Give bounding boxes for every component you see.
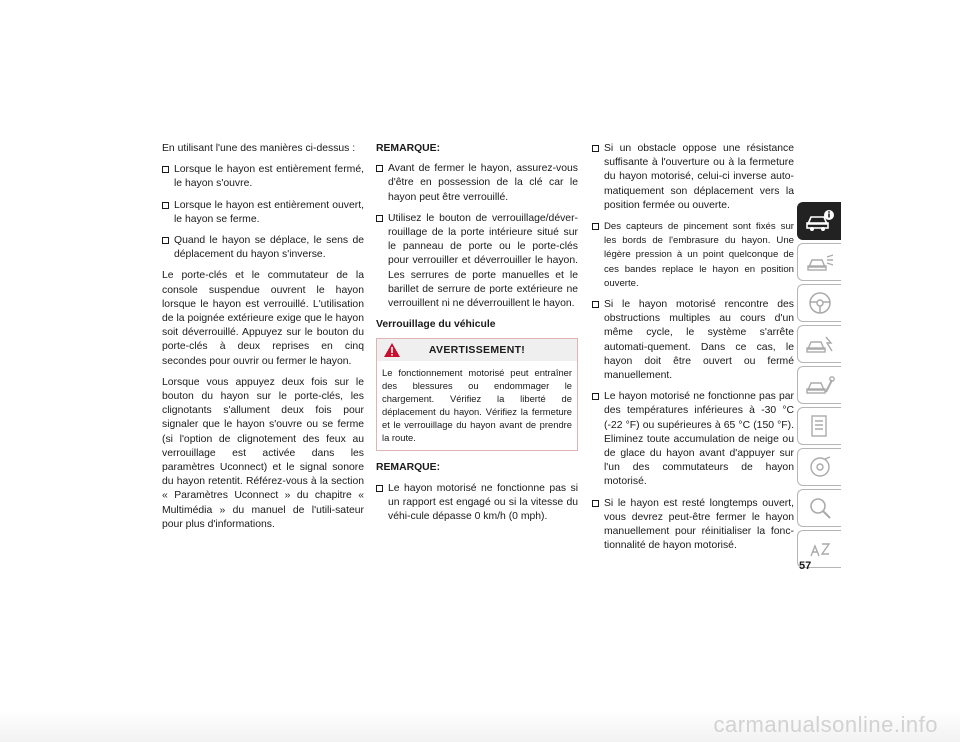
list-item: Lorsque le hayon est entièrement fermé, le hayon s'ouvre. (162, 163, 364, 191)
warning-box (376, 338, 578, 451)
list-item: Si le hayon est resté longtemps ouvert, vous devrez peut-être fermer le hayon manuellement pour réinitialiser la fonc-tionnalité de hayon motorisé. (592, 497, 794, 554)
column-left (162, 142, 364, 539)
checkbox-bullet-icon (592, 301, 599, 308)
checkbox-bullet-icon (592, 223, 599, 230)
checkbox-bullet-icon (376, 485, 383, 492)
list-item: Si le hayon motorisé rencontre des obstructions multiples au cours d'un même cycle, le système s'arrête automati-quement. Dans ce cas, le hayon doit être ouvert ou fermé manuellement. (592, 298, 794, 383)
checkbox-bullet-icon (592, 145, 599, 152)
tab-specifications[interactable] (797, 407, 841, 445)
list-item: Quand le hayon se déplace, le sens de déplacement du hayon s'inverse. (162, 234, 364, 262)
checkbox-bullet-icon (376, 215, 383, 222)
checkbox-bullet-icon (376, 165, 383, 172)
chapter-tabs (797, 202, 841, 571)
column-right (592, 142, 794, 560)
checkbox-bullet-icon (592, 500, 599, 507)
watermark: carmanualsonline.info (713, 712, 938, 737)
paragraph: Lorsque vous appuyez deux fois sur le bouton du hayon sur le porte-clés, les clignotants s'allument deux fois pour signaler que le hayon s'ouvre ou se ferme (si l'option de clignotement des feux au verrouillage est activée dans les paramètres Uconnect) et le signal sonore du hayon retentit. Référez-vous à la section « Paramètres Uconnect » du chapitre « Multimédia » du manuel de l'utili-sateur pour plus d'informations. (162, 376, 364, 530)
checkbox-bullet-icon (162, 166, 169, 173)
column-middle (376, 142, 578, 531)
warning-title: AVERTISSEMENT! (428, 344, 526, 357)
warning-header (377, 339, 577, 361)
search-icon (805, 495, 835, 521)
tab-car-info[interactable] (797, 202, 841, 240)
index-icon (805, 536, 835, 562)
list-item: Des capteurs de pincement sont fixés sur les bords de l'embrasure du hayon. Une légère pression à un point quelconque de ces bandes replace le hayon en position ouverte. (592, 220, 794, 291)
car-crash-icon (805, 331, 835, 357)
section-heading: Verrouillage du véhicule (376, 319, 496, 331)
remark-label: REMARQUE: (376, 143, 441, 154)
steering-wheel-icon (805, 290, 835, 316)
list-item: Lorsque le hayon est entièrement ouvert, le hayon se ferme. (162, 199, 364, 227)
list-item: Utilisez le bouton de verrouillage/déver-rouillage de la porte intérieure situé sur le panneau de porte ou le porte-clés pour verrouiller et déverrouiller le hayon. Les serrures de porte manuelles et le barillet de serrure de porte extérieure ne verrouillent ni ne déverrouillent le hayon. (376, 212, 578, 311)
tab-crash[interactable] (797, 325, 841, 363)
car-lights-icon (805, 249, 835, 275)
paragraph: Le porte-clés et le commutateur de la console suspendue ouvrent le hayon lorsque le hayon est verrouillé. L'utilisation de la poignée extérieure exige que le hayon soit déverrouillé. Appuyez sur le bouton du porte-clés à deux reprises en cinq secondes pour ouvrir ou fermer le hayon. (162, 270, 364, 367)
warning-text: Le fonctionnement motorisé peut entraîner des blessures ou endommager le chargement. Vérifiez la liberté de déplacement du hayon. Vérifiez la fermeture et le verrouillage du hayon avant de prendre la route. (382, 367, 572, 444)
car-info-icon (805, 208, 835, 234)
list-item: Si un obstacle oppose une résistance suffisante à l'ouverture ou à la fermeture du hayon motorisé, celui-ci inverse auto-matiquement son déplacement vers la position fermée ou ouverte. (592, 142, 794, 213)
specifications-icon (805, 413, 835, 439)
checkbox-bullet-icon (162, 202, 169, 209)
list-item: Avant de fermer le hayon, assurez-vous d'être en possession de la clé car le hayon peut être verrouillé. (376, 162, 578, 205)
page-number: 57 (799, 560, 812, 572)
remark-label: REMARQUE: (376, 462, 441, 474)
tab-multimedia[interactable] (797, 448, 841, 486)
checkbox-bullet-icon (162, 237, 169, 244)
intro-text: En utilisant l'une des manières ci-dessus : (162, 143, 356, 154)
tab-search[interactable] (797, 489, 841, 527)
warning-triangle-icon (383, 342, 401, 358)
tab-service[interactable] (797, 366, 841, 404)
list-item: Le hayon motorisé ne fonctionne pas par des températures inférieures à -30 °C (-22 °F) ou supérieures à 65 °C (150 °F). Eliminez toute accumulation de neige ou de glace du hayon avant d'appuyer sur l'un des commutateurs de hayon motorisé. (592, 390, 794, 489)
multimedia-icon (805, 454, 835, 480)
checkbox-bullet-icon (592, 393, 599, 400)
tab-steering[interactable] (797, 284, 841, 322)
tab-lights[interactable] (797, 243, 841, 281)
car-service-icon (805, 372, 835, 398)
list-item: Le hayon motorisé ne fonctionne pas si un rapport est engagé ou si la vitesse du véhi-cule dépasse 0 km/h (0 mph). (376, 482, 578, 525)
